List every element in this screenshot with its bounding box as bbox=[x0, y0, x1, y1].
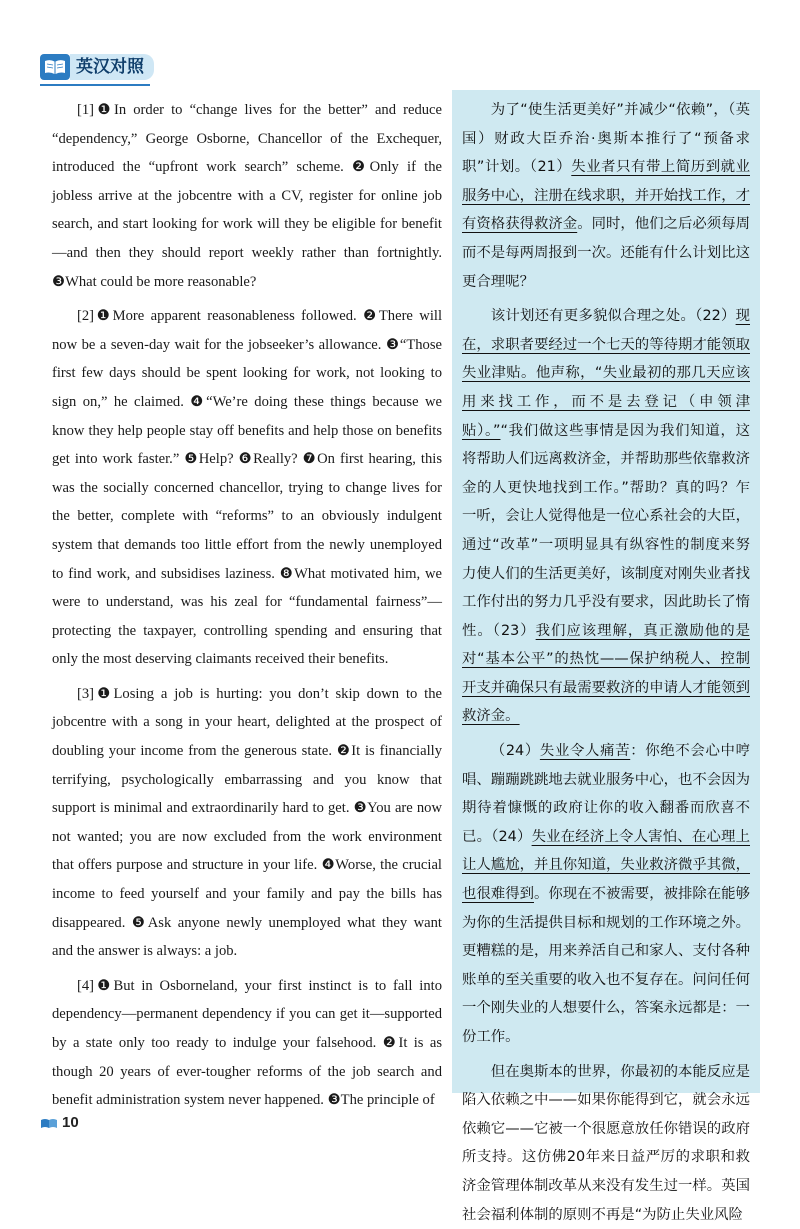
sentence: ❶More apparent reasonableness followed. bbox=[94, 308, 364, 325]
underlined-answer-text: 失业者只有带上简历到就业服务中心，注册在线求职，并开始找工作，才有资格获得救济金 bbox=[462, 159, 750, 233]
sentence: ❺Help? bbox=[184, 451, 239, 468]
chinese-paragraph bbox=[462, 1058, 750, 1229]
translation-text: 该计划还有更多貌似合理之处。（22） bbox=[490, 308, 736, 325]
english-paragraph bbox=[52, 680, 442, 966]
header-divider bbox=[40, 84, 150, 86]
sentence: ❶In order to “change lives for the better” and reduce “dependency,” George Osborne, Chancellor of the Exchequer, introduced the “upfront work search” scheme. bbox=[52, 102, 442, 176]
sentence: ❺Ask anyone newly unemployed what they want and the answer is always: a job. bbox=[52, 914, 442, 960]
underlined-answer-text: 我们应该理解，真正激励他的是对“基本公平”的热忱——保护纳税人、控制开支并确保只有最需要救济的申请人才能领到救济金。 bbox=[462, 622, 750, 725]
english-paragraph bbox=[52, 96, 442, 296]
translation-text: 为了“使生活更美好”并减少“依赖”，（英国）财政大臣乔治·奥斯本推行了“预备求职”计划。（21） bbox=[462, 102, 750, 176]
sentence: ❸“Those first few days should be spent looking for work, not looking to sign on,” he claimed. bbox=[52, 336, 443, 410]
header-title: 英汉对照 bbox=[70, 54, 154, 80]
underlined-answer-text: 现在，求职者要经过一个七天的等待期才能领取失业津贴。他声称，“失业最初的那几天应该用来找工作，而不是去登记（申领津贴）。” bbox=[462, 308, 750, 439]
underlined-answer-text: 失业令人痛苦 bbox=[539, 743, 631, 760]
page-number: 10 bbox=[62, 1114, 79, 1131]
sentence: ❷It is as though 20 years of ever-tougher reforms of the job search and benefit administration system never happened. bbox=[52, 1035, 443, 1109]
paragraph-number: [2] bbox=[77, 308, 95, 325]
sentence: ❶But in Osborneland, your first instinct is to fall into dependency—permanent dependency if you can get it—supported by a state only too ready to indulge your falsehood. bbox=[52, 977, 442, 1051]
chinese-paragraph bbox=[462, 737, 750, 1052]
sentence: ❹Worse, the crucial income to feed yourself and your family and pay the bills has disappeared. bbox=[52, 857, 442, 931]
sentence: ❹“We’re doing these things because we know they help people stay off benefits and help those on benefits get into work faster.” bbox=[52, 393, 442, 468]
chinese-translation-column bbox=[452, 90, 760, 1223]
translation-text: ：你绝不会心中哼唱、蹦蹦跳跳地去就业服务中心，也不会因为期待着慷慨的政府让你的收入翻番而欣喜不已。（24） bbox=[462, 743, 750, 845]
translation-text: 但在奥斯本的世界，你最初的本能反应是陷入依赖之中——如果你能得到它，就会永远依赖它——它被一个很愿意放任你错误的政府所支持。这仿佛20年来日益严厉的求职和救济金管理体制改革从来没有发生过一样。英国社会福利体制的原则不再是“为防止失业风险 bbox=[462, 1063, 750, 1223]
sentence: ❻Really? bbox=[238, 451, 303, 468]
english-paragraph bbox=[52, 302, 442, 674]
chinese-paragraph bbox=[462, 96, 750, 296]
translation-text: “我们做这些事情是因为我们知道，这将帮助人们远离救济金，并帮助那些依靠救济金的人更快地找到工作。”帮助？真的吗？乍一听，会让人觉得他是一位心系社会的大臣，通过“改革”一项明显具有纵容性的制度来努力使人们的生活更美好，该制度对刚失业者找工作付出的努力几乎没有要求，因此助长了惰性。（23） bbox=[462, 422, 750, 639]
sentence: ❸The principle of bbox=[327, 1092, 435, 1109]
sentence: ❽What motivated him, we were to understand, was his zeal for “fundamental fairness”—protecting the taxpayer, controlling spending and ensuring that only the most deserving claimants received their benefits. bbox=[52, 565, 442, 668]
paragraph-number: [4] bbox=[77, 977, 95, 994]
sentence: ❸What could be more reasonable? bbox=[52, 273, 257, 290]
paragraph-number: [1] bbox=[77, 102, 95, 118]
page-footer bbox=[40, 1114, 79, 1131]
section-header bbox=[40, 54, 154, 80]
book-icon bbox=[40, 54, 70, 80]
sentence: ❷There will now be a seven-day wait for the jobseeker’s allowance. bbox=[52, 308, 443, 353]
translation-text: 。同时，他们之后必须每周而不是每两周报到一次。还能有什么计划比这更合理呢？ bbox=[462, 216, 750, 290]
english-column bbox=[52, 96, 442, 1121]
sentence: ❶Losing a job is hurting: you don’t skip down to the jobcentre with a song in your heart, delighted at the prospect of doubling your income from the generous state. bbox=[52, 685, 442, 760]
translation-text: 。你现在不被需要，被排除在能够为你的生活提供目标和规划的工作环境之外。更糟糕的是，用来养活自己和家人、支付各种账单的至关重要的收入也不复存在。问问任何一个刚失业的人想要什么，答案永远都是：一份工作。 bbox=[462, 886, 750, 1045]
english-paragraph bbox=[52, 972, 442, 1115]
sentence: ❸You are now not wanted; you are now excluded from the work environment that offers purpose and structure in your life. bbox=[52, 800, 443, 874]
paragraph-number: [3] bbox=[77, 685, 95, 702]
sentence: ❷It is financially terrifying, psychologically embarrassing and you know that support is minimal and extraordinarily hard to get. bbox=[52, 743, 442, 817]
book-page-icon bbox=[40, 1117, 58, 1129]
underlined-answer-text: 失业在经济上令人害怕、在心理上让人尴尬，并且你知道，失业救济微乎其微，也很难得到 bbox=[462, 828, 750, 903]
sentence: ❷Only if the jobless arrive at the jobcentre with a CV, register for online job search, and start looking for work will they be eligible for benefit—and then they should report weekly rather than fortnightly. bbox=[52, 159, 442, 261]
sentence: ❼On first hearing, this was the socially concerned chancellor, trying to change lives for the better, complete with “reforms” to an obviously indulgent system that demands too little effort from the newly unemployed to find work, and subsidises laziness. bbox=[52, 451, 442, 582]
chinese-paragraph bbox=[462, 302, 750, 731]
translation-text: （24） bbox=[490, 743, 540, 760]
